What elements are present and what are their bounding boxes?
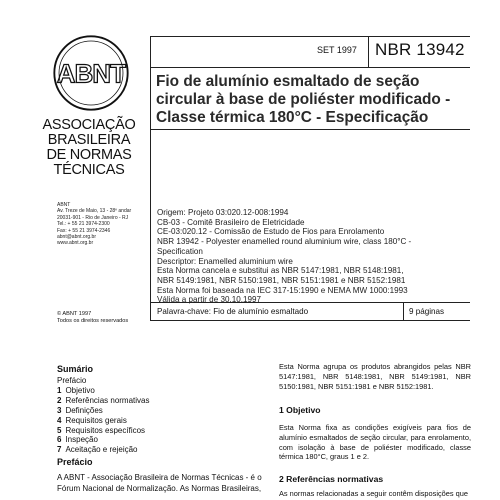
- abnt-logo-icon: [52, 34, 130, 112]
- section-text-objetivo: Esta Norma fixa as condições exigíveis para fios de alumínio esmaltados de seção circular, para enrolamento, com isolação à base de poliéster modificado, classe térmica 180°C, graus 1 e 2.: [279, 423, 471, 462]
- frame-divider: [150, 129, 470, 130]
- summary-item: [57, 445, 150, 455]
- association-name: [30, 118, 148, 178]
- origin-line: Válida a partir de 30.10.1997: [157, 295, 261, 305]
- summary-item: [57, 406, 150, 416]
- summary-item: [57, 386, 150, 396]
- rights-line: Todos os direitos reservados: [57, 318, 129, 324]
- address-block: [57, 202, 131, 247]
- summary-item-label: Objetivo: [65, 385, 95, 395]
- frame-divider: [150, 36, 470, 37]
- origin-line: NBR 13942 - Polyester enamelled round aluminium wire, class 180°C -: [157, 237, 412, 247]
- origin-line: CB-03 - Comitê Brasileiro de Eletricidade: [157, 217, 305, 227]
- address-line: Av. Treze de Maio, 13 - 28º andar: [57, 208, 132, 215]
- logo-text: ABNT: [56, 60, 126, 89]
- standard-code: NBR 13942: [375, 40, 465, 59]
- origin-line: Esta Norma foi baseada na IEC 317-15:1990 e NEMA MW 1000:1993: [157, 285, 408, 295]
- origin-line: Specification: [157, 246, 203, 256]
- summary-item-label: Aceitação e rejeição: [65, 445, 138, 455]
- frame-divider: [368, 36, 369, 67]
- origin-line: NBR 5149:1981, NBR 5150:1981, NBR 5151:1981 e NBR 5152:1981: [157, 275, 406, 285]
- summary-item: [57, 435, 150, 445]
- association-line: BRASILEIRA: [47, 132, 131, 148]
- summary-item-label: Requisitos gerais: [65, 415, 127, 425]
- origin-line: CE-03:020.12 - Comissão de Estudo de Fios para Enrolamento: [157, 227, 385, 237]
- address-line: Fax: + 55 21 3974-2346: [57, 227, 111, 234]
- association-line: DE NORMAS: [46, 147, 132, 163]
- frame-divider: [150, 320, 470, 321]
- summary-item-label: Prefácio: [57, 376, 87, 385]
- address-line: 20031-901 - Rio de Janeiro - RJ: [57, 214, 129, 221]
- summary-item: [57, 396, 150, 406]
- address-line: ABNT: [57, 202, 71, 208]
- preface-text: A ABNT - Associação Brasileira de Normas Técnicas - é o Fórum Nacional de Normalização. As Normas Brasileiras,: [57, 473, 262, 493]
- summary-item-number: 3: [57, 405, 62, 415]
- preface-heading: Prefácio: [57, 457, 93, 467]
- summary-item-number: 5: [57, 425, 62, 435]
- summary-item-number: 2: [57, 395, 62, 405]
- section-heading-referencias: 2 Referências normativas: [279, 474, 384, 484]
- section-text-referencias: As normas relacionadas a seguir contêm disposições que: [279, 489, 468, 498]
- address-website: www.abnt.org.br: [57, 240, 94, 247]
- association-line: TÉCNICAS: [53, 162, 125, 178]
- summary-item-number: 7: [57, 445, 62, 455]
- summary-heading: Sumário: [57, 364, 94, 374]
- summary-item-label: Referências normativas: [65, 395, 150, 405]
- page-count: 9 páginas: [409, 307, 445, 316]
- association-line: ASSOCIAÇÃO: [42, 117, 136, 133]
- intro-paragraph: Esta Norma agrupa os produtos abrangidos pelas NBR 5147:1981, NBR 5148:1981, NBR 5149:1981, NBR 5150:1981, NBR 5151:1981 e NBR 5152:1981.: [279, 362, 471, 391]
- summary-item-number: 1: [57, 385, 62, 395]
- summary-item-label: Definições: [65, 405, 103, 415]
- copyright-block: [57, 311, 128, 325]
- origin-line: Origem: Projeto 03:020.12-008:1994: [157, 208, 289, 217]
- origin-line: Descriptor: Enamelled aluminium wire: [157, 256, 293, 266]
- address-line: Tel.: + 55 21 3974-2300: [57, 221, 110, 228]
- summary-list: [57, 376, 150, 455]
- origin-block: [157, 208, 469, 305]
- origin-line: Esta Norma cancela e substitui as NBR 5147:1981, NBR 5148:1981,: [157, 266, 404, 276]
- frame-divider: [150, 36, 151, 320]
- section-heading-objetivo: 1 Objetivo: [279, 405, 321, 415]
- summary-item-label: Requisitos específicos: [65, 425, 146, 435]
- keywords: Palavra-chave: Fio de alumínio esmaltado: [157, 307, 309, 316]
- address-email: abnt@abnt.org.br: [57, 234, 96, 241]
- summary-item-number: 6: [57, 435, 62, 445]
- summary-item: [57, 426, 150, 436]
- summary-item: [57, 376, 150, 386]
- publication-date: SET 1997: [317, 45, 357, 55]
- copyright-line: © ABNT 1997: [57, 311, 92, 317]
- summary-item-number: 4: [57, 415, 62, 425]
- summary-item: [57, 416, 150, 426]
- document-title: Fio de alumínio esmaltado de seção circular à base de poliéster modificado - Classe térmica 180°C - Especificação: [156, 73, 451, 126]
- frame-divider: [150, 67, 470, 68]
- summary-item-label: Inspeção: [65, 435, 98, 445]
